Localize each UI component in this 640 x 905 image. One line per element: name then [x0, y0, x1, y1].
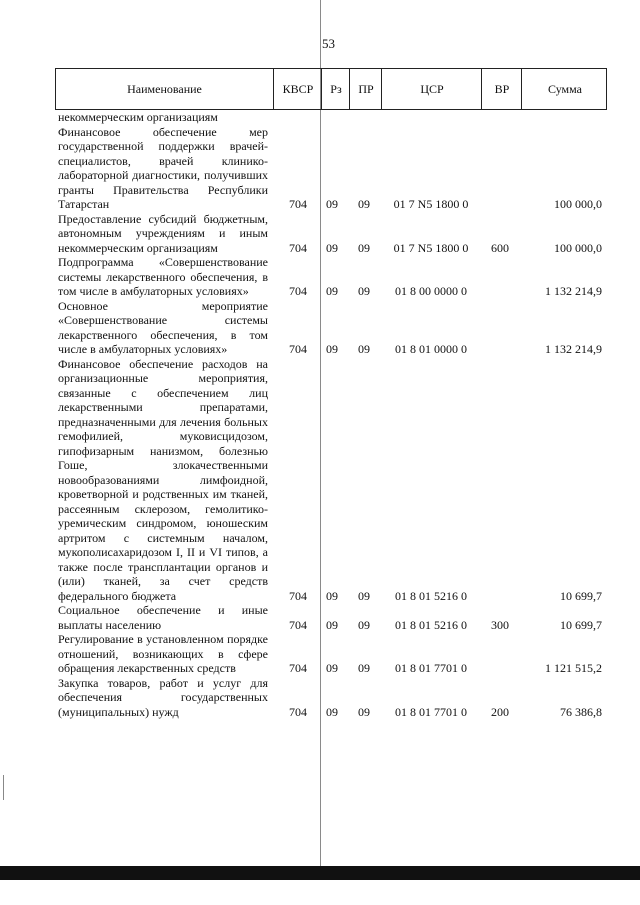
header-name: Наименование [127, 81, 202, 96]
row-kvsr: 704 [289, 240, 307, 255]
row-sum: 10 699,7 [560, 617, 602, 632]
header-csr: ЦСР [381, 69, 482, 109]
row-pr: 09 [358, 661, 370, 675]
table-body [55, 110, 607, 719]
table-row [55, 110, 607, 125]
header-kvsr: КВСР [273, 69, 322, 109]
row-csr: 01 8 01 0000 0 [395, 342, 467, 356]
row-pr: 09 [358, 342, 370, 356]
table-row [55, 357, 607, 604]
row-rz: 09 [326, 284, 338, 298]
row-csr: 01 8 01 5216 0 [395, 617, 467, 632]
row-name: некоммерческим организациям [58, 110, 218, 124]
row-csr: 01 7 N5 1800 0 [393, 240, 469, 255]
row-rz: 09 [326, 617, 338, 632]
row-rz: 09 [326, 240, 338, 255]
row-name: Регулирование в установленном порядке отношений, возникающих в сфере обращения лекарственных средств [58, 632, 268, 675]
row-csr: 01 8 01 7701 0 [395, 704, 467, 719]
table-header [55, 68, 607, 110]
row-sum: 1 132 214,9 [545, 284, 602, 298]
row-kvsr: 704 [289, 704, 307, 719]
row-kvsr: 704 [289, 588, 307, 603]
row-csr: 01 8 00 0000 0 [395, 284, 467, 298]
scan-bottom-edge [0, 866, 640, 880]
row-csr: 01 7 N5 1800 0 [393, 197, 469, 211]
row-rz: 09 [326, 588, 338, 603]
budget-table [55, 68, 607, 719]
row-csr: 01 8 01 7701 0 [395, 661, 467, 675]
row-sum: 100 000,0 [554, 240, 602, 255]
row-pr: 09 [358, 704, 370, 719]
table-row [55, 255, 607, 299]
row-kvsr: 704 [289, 197, 307, 211]
row-name: Подпрограмма «Совершенствование системы лекарственного обеспечения, в том числе в амбулаторных условиях» [58, 255, 268, 298]
row-name: Социальное обеспечение и иные выплаты населению [58, 603, 268, 632]
row-kvsr: 704 [289, 661, 307, 675]
row-pr: 09 [358, 284, 370, 298]
row-name: Финансовое обеспечение расходов на организационные мероприятия, связанные с обеспечением лиц лекарственными препаратами, предназначенными для лечения больных гемофилией, муковисцидозом, гипофизарным нанизмом, болезнью Гоше, злокачественными новообразованиями лимфоидной, кроветворной и родственных им тканей, рассеянным склерозом, гемолитико-уремическим синдромом, юношеским артритом с системным началом, мукополисахаридозом I, II и VI типов, а также после трансплантации органов и (или) тканей, за счет средств федерального бюджета [58, 356, 268, 603]
row-sum: 100 000,0 [554, 197, 602, 211]
row-kvsr: 704 [289, 617, 307, 632]
row-name: Финансовое обеспечение мер государственной поддержки врачей-специалистов, врачей клинико-лабораторной диагностики, получивших гранты Правительства Республики Татарстан [58, 124, 268, 211]
table-row [55, 676, 607, 720]
header-rz: Рз [321, 69, 350, 109]
row-sum: 10 699,7 [560, 588, 602, 603]
scan-margin-mark [3, 775, 4, 800]
row-rz: 09 [326, 661, 338, 675]
row-kvsr: 704 [289, 342, 307, 356]
row-rz: 09 [326, 704, 338, 719]
row-pr: 09 [358, 617, 370, 632]
row-vr: 300 [491, 617, 509, 632]
row-rz: 09 [326, 197, 338, 211]
row-pr: 09 [358, 588, 370, 603]
row-name: Предоставление субсидий бюджетным, автономным учреждениям и иным некоммерческим организациям [58, 211, 268, 255]
row-sum: 76 386,8 [560, 704, 602, 719]
row-kvsr: 704 [289, 284, 307, 298]
table-row [55, 125, 607, 212]
row-pr: 09 [358, 240, 370, 255]
row-rz: 09 [326, 342, 338, 356]
table-row [55, 212, 607, 256]
row-vr: 600 [491, 240, 509, 255]
row-pr: 09 [358, 197, 370, 211]
table-row [55, 299, 607, 357]
page-number: 53 [322, 36, 335, 51]
row-vr: 200 [491, 704, 509, 719]
row-name: Закупка товаров, работ и услуг для обеспечения государственных (муниципальных) нужд [58, 675, 268, 719]
row-csr: 01 8 01 5216 0 [395, 588, 467, 603]
header-pr: ПР [349, 69, 382, 109]
row-name: Основное мероприятие «Совершенствование системы лекарственного обеспечения, в том числе в амбулаторных условиях» [58, 298, 268, 356]
header-summa: Сумма [521, 69, 608, 109]
header-vr: ВР [481, 69, 522, 109]
row-sum: 1 121 515,2 [545, 661, 602, 675]
row-sum: 1 132 214,9 [545, 342, 602, 356]
table-row [55, 632, 607, 676]
table-row [55, 603, 607, 632]
